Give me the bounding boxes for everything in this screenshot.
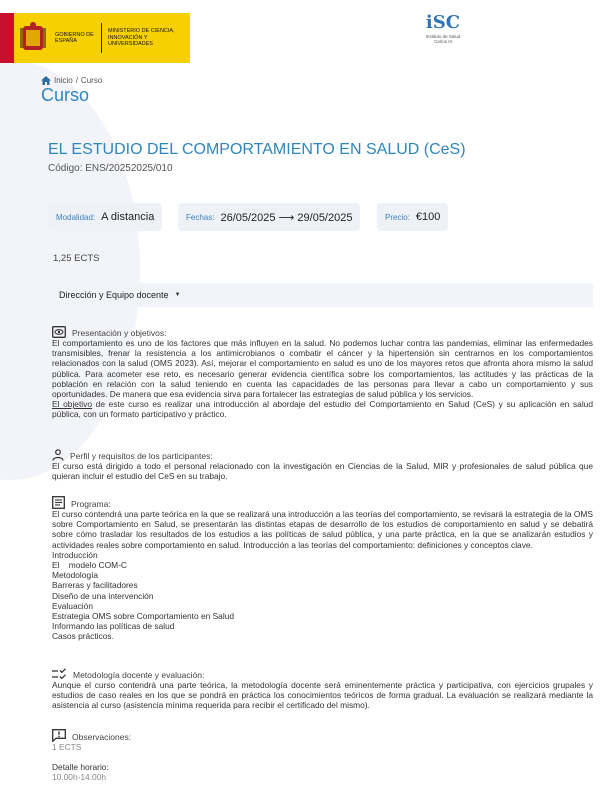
government-logo[interactable] — [0, 13, 190, 63]
program-title: Programa: — [71, 498, 111, 509]
section-profile — [52, 449, 593, 481]
dates-value: 26/05/2025 ⟶ 29/05/2025 — [220, 211, 353, 224]
flag-band — [0, 13, 14, 63]
profile-title: Perfil y requisitos de los participantes: — [70, 450, 213, 461]
course-title: EL ESTUDIO DEL COMPORTAMIENTO EN SALUD (CeS) — [48, 141, 466, 158]
direction-team-accordion[interactable] — [52, 283, 593, 307]
eye-icon — [52, 326, 66, 338]
isciii-text: Instituto de Salud Carlos III — [425, 34, 461, 44]
page-title: Curso — [41, 85, 90, 105]
section-observations — [52, 729, 593, 783]
section-methodology — [52, 668, 593, 711]
isciii-logo[interactable] — [420, 12, 466, 58]
schedule-label: Detalle horario: — [52, 762, 109, 773]
program-item: Barreras y facilitadores — [52, 580, 138, 591]
comment-alert-icon — [52, 729, 66, 742]
section-program — [52, 496, 593, 642]
price-pill — [377, 203, 448, 231]
breadcrumb — [41, 76, 102, 85]
observations-value: 1 ECTS — [52, 742, 82, 752]
modality-pill — [48, 203, 162, 231]
program-item: Informando las políticas de salud — [52, 621, 175, 632]
breadcrumb-separator: / — [75, 76, 78, 85]
person-icon — [52, 449, 64, 461]
program-item: Estrategia OMS sobre Comportamiento en Salud — [52, 611, 235, 622]
course-code: Código: ENS/20252025/010 — [48, 163, 173, 174]
schedule-value: 10.00h-14.00h — [52, 772, 107, 783]
program-item: Metodología — [52, 570, 99, 581]
logo-divider — [101, 23, 102, 53]
price-value: €100 — [415, 211, 441, 223]
dates-label: Fechas: — [186, 212, 215, 222]
modality-label: Modalidad: — [56, 212, 96, 222]
ministry-text: MINISTERIO DE CIENCIA, INNOVACIÓN Y UNIVERSIDADES — [108, 28, 175, 48]
methodology-title: Metodología docente y evaluación: — [73, 669, 205, 680]
price-label: Precio: — [385, 212, 410, 222]
observations-title: Observaciones: — [72, 731, 132, 742]
program-item: El modelo COM-C — [52, 560, 127, 571]
program-item: Introducción — [52, 549, 98, 560]
program-item: Casos prácticos. — [52, 631, 114, 642]
program-body: El curso contendrá una parte teórica en la que se realizará una introducción a las teorías del comportamiento, se revisará la estrategia de la OMS sobre Comportamiento en Salud, se presentarán las distintas etapas de desarrollo de los estudios de comportamiento en salud y se debatirá sobre cómo trasladar los resultados de los estudios a las políticas de salud pública, y una parte práctica, en la que se analizarán estudios y actividades reales sobre comportamiento en salud. Introducción a las teorías del comportamiento: definiciones y conceptos clave. — [52, 509, 593, 550]
coat-of-arms-icon — [20, 22, 46, 54]
accordion-label: Dirección y Equipo docente — [59, 290, 169, 300]
objective-body: de este curso es realizar una introducción al abordaje del estudio del Comportamiento en Salud (CeS) y su aplicación en salud pública, con un formato participativo y práctico. — [52, 399, 594, 420]
modality-value: A distancia — [101, 211, 155, 223]
dates-pill — [178, 203, 360, 231]
presentation-title: Presentación y objetivos: — [72, 327, 167, 338]
caret-down-icon: ▼ — [174, 292, 181, 298]
ects-credits: 1,25 ECTS — [53, 253, 100, 264]
methodology-body: Aunque el curso contendrá una parte teórica, la metodología docente será eminentemente práctica y participativa, con ejercicios grupales y estudios de caso reales en los que se pondrá en práctica los conocimientos teóricos de forma gradual. La evaluación se realizará mediante la asistencia al curso (asistencia mínima requerida para recibir el certificado del mismo). — [52, 680, 593, 711]
breadcrumb-home-link[interactable]: Inicio — [54, 76, 73, 85]
gov-spain-text: GOBIERNO DE ESPAÑA — [55, 31, 94, 44]
isciii-mark: iSC — [425, 12, 461, 33]
objective-label: El objetivo — [52, 399, 92, 410]
section-presentation — [52, 326, 593, 420]
site-header — [0, 0, 615, 70]
program-list — [52, 550, 593, 642]
program-item: Diseño de una intervención — [52, 590, 154, 601]
profile-body: El curso está dirigido a todo el personal relacionado con la investigación en Ciencias de la Salud, MIR y profesionales de salud pública que quieran incluir el estudio del CeS en su trabajo. — [52, 461, 593, 482]
home-icon[interactable] — [41, 76, 51, 85]
breadcrumb-current: Curso — [80, 76, 103, 85]
program-item: Evaluación — [52, 600, 93, 611]
list-document-icon — [52, 496, 65, 509]
checklist-icon — [52, 668, 67, 680]
presentation-body: El comportamiento es uno de los factores que más influyen en la salud. No podemos luchar contra las pandemias, eliminar las enfermedades transmisibles, frenar la resistencia a los antimicrobianos o combatir el cáncer y la hipertensión sin centrarnos en los comportamientos relacionados con la salud (OMS 2023). Así, mejorar el comportamiento en salud es uno de los mayores retos que afronta ahora mismo la salud pública. Para acometer ese reto, es necesario generar evidencia científica sobre los comportamientos, las actitudes y las prácticas de la población en relación con la salud teniendo en cuenta las capacidades de las personas para llevar a cabo un comportamiento y sus oportunidades. De manera que esa evidencia sirva para fortalecer las estrategias de salud pública y los servicios. — [52, 338, 593, 400]
